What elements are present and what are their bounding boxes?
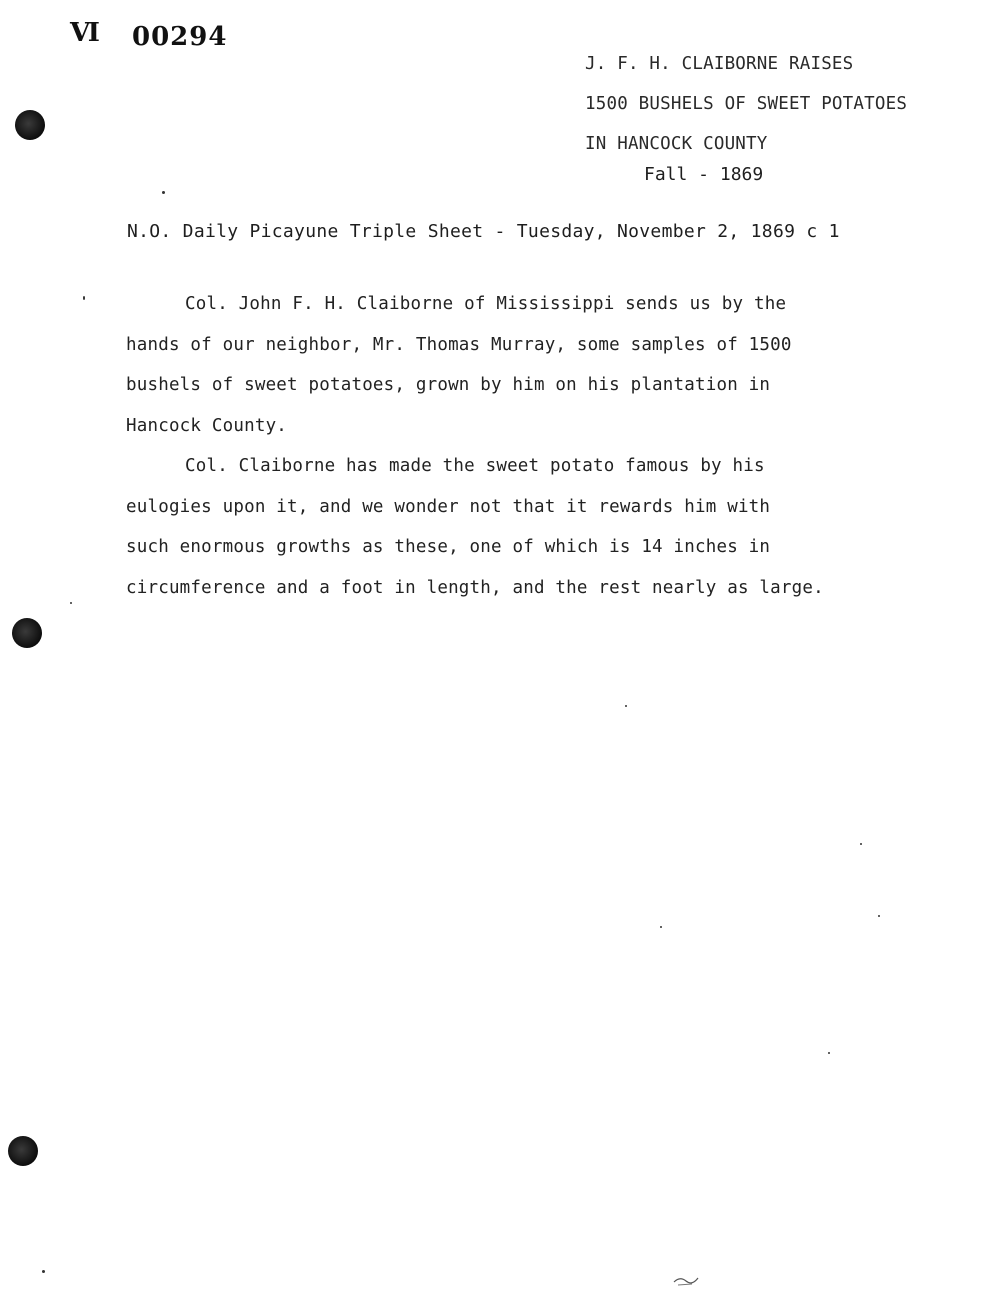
punch-hole-middle bbox=[12, 618, 42, 648]
headline-line: IN HANCOCK COUNTY bbox=[585, 134, 768, 154]
paragraph-line: Hancock County. bbox=[126, 415, 288, 436]
scan-speck bbox=[42, 1270, 45, 1273]
date-line: Fall - 1869 bbox=[644, 164, 764, 185]
scan-speck bbox=[860, 843, 862, 845]
article-body bbox=[126, 284, 926, 608]
scan-speck bbox=[660, 926, 662, 928]
paragraph-line: Col. Claiborne has made the sweet potato famous by his bbox=[185, 456, 765, 476]
scan-speck bbox=[162, 191, 165, 194]
source-citation: N.O. Daily Picayune Triple Sheet - Tuesday, November 2, 1869 c 1 bbox=[127, 221, 840, 242]
scan-speck bbox=[83, 296, 85, 300]
paragraph-line: such enormous growths as these, one of which is 14 inches in bbox=[126, 537, 771, 557]
punch-hole-top bbox=[15, 110, 45, 140]
paragraph-line: circumference and a foot in length, and the rest nearly as large. bbox=[126, 577, 824, 598]
paragraph-line: Col. John F. H. Claiborne of Mississippi sends us by the bbox=[185, 294, 787, 314]
headline bbox=[585, 44, 907, 164]
document-number: 00294 bbox=[132, 22, 228, 52]
paragraph-line: hands of our neighbor, Mr. Thomas Murray, some samples of 1500 bbox=[126, 334, 792, 355]
paragraph-line: eulogies upon it, and we wonder not that it rewards him with bbox=[126, 496, 771, 517]
scan-speck bbox=[828, 1052, 830, 1054]
scan-speck bbox=[878, 915, 880, 917]
headline-line: 1500 BUSHELS OF SWEET POTATOES bbox=[585, 94, 908, 114]
paragraph-line: bushels of sweet potatoes, grown by him on his plantation in bbox=[126, 375, 771, 395]
scan-speck bbox=[625, 705, 627, 707]
scan-speck bbox=[70, 602, 72, 604]
scan-scribble bbox=[672, 1272, 702, 1288]
punch-hole-bottom bbox=[8, 1136, 38, 1166]
handwritten-mark: Ⅵ bbox=[70, 18, 98, 48]
headline-line: J. F. H. CLAIBORNE RAISES bbox=[585, 54, 854, 74]
